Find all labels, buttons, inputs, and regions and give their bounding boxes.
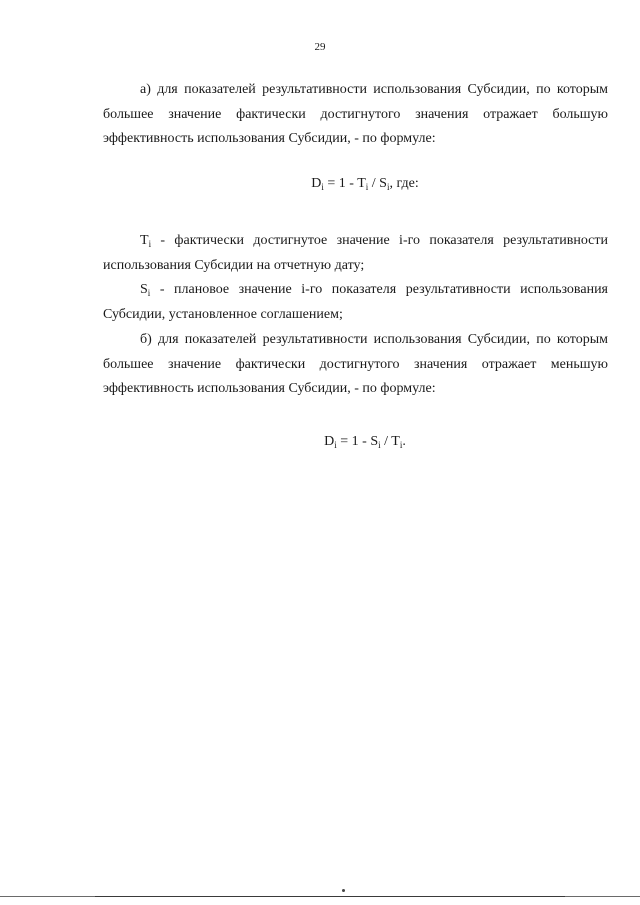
paragraph-a: [103, 78, 608, 152]
formula-1-expression: $D_i = 1 - T_i / S_i$, где:: [311, 176, 419, 192]
paragraph-b: [103, 328, 608, 402]
paragraph-b-text: б) для показателей результативности использования Субсидии, по которым большее значение фактически достигнутого значения отражает меньшую эффективность использования Субсидии, - по формуле:: [103, 332, 608, 396]
formula-2-expression: $D_i = 1 - S_i / T_i$.: [324, 434, 406, 450]
paragraph-a-text: а) для показателей результативности использования Субсидии, по которым большее значение фактически достигнутого значения отражает большую эффективность использования Субсидии, - по формуле:: [103, 82, 608, 146]
si-definition-text: - плановое значение i-го показателя результативности использования Субсидии, установленное соглашением;: [103, 282, 609, 322]
page-number: 29: [314, 41, 326, 53]
ti-definition-text: - фактически достигнутое значение i-го показателя результативности использования Субсидии на отчетную дату;: [103, 233, 608, 273]
page-bottom-edge-shadow: [95, 896, 565, 897]
paragraph-si-definition: $S_i$ - плановое значение i-го показателя результативности использования Субсидии, установленное соглашением;: [103, 282, 609, 322]
scan-artifact-dot: [342, 889, 345, 892]
paragraph-ti-definition: $T_i$ - фактически достигнутое значение i-го показателя результативности использования Субсидии на отчетную дату;: [103, 233, 608, 273]
formula-2: [0, 434, 640, 450]
formula-1: [0, 176, 640, 192]
